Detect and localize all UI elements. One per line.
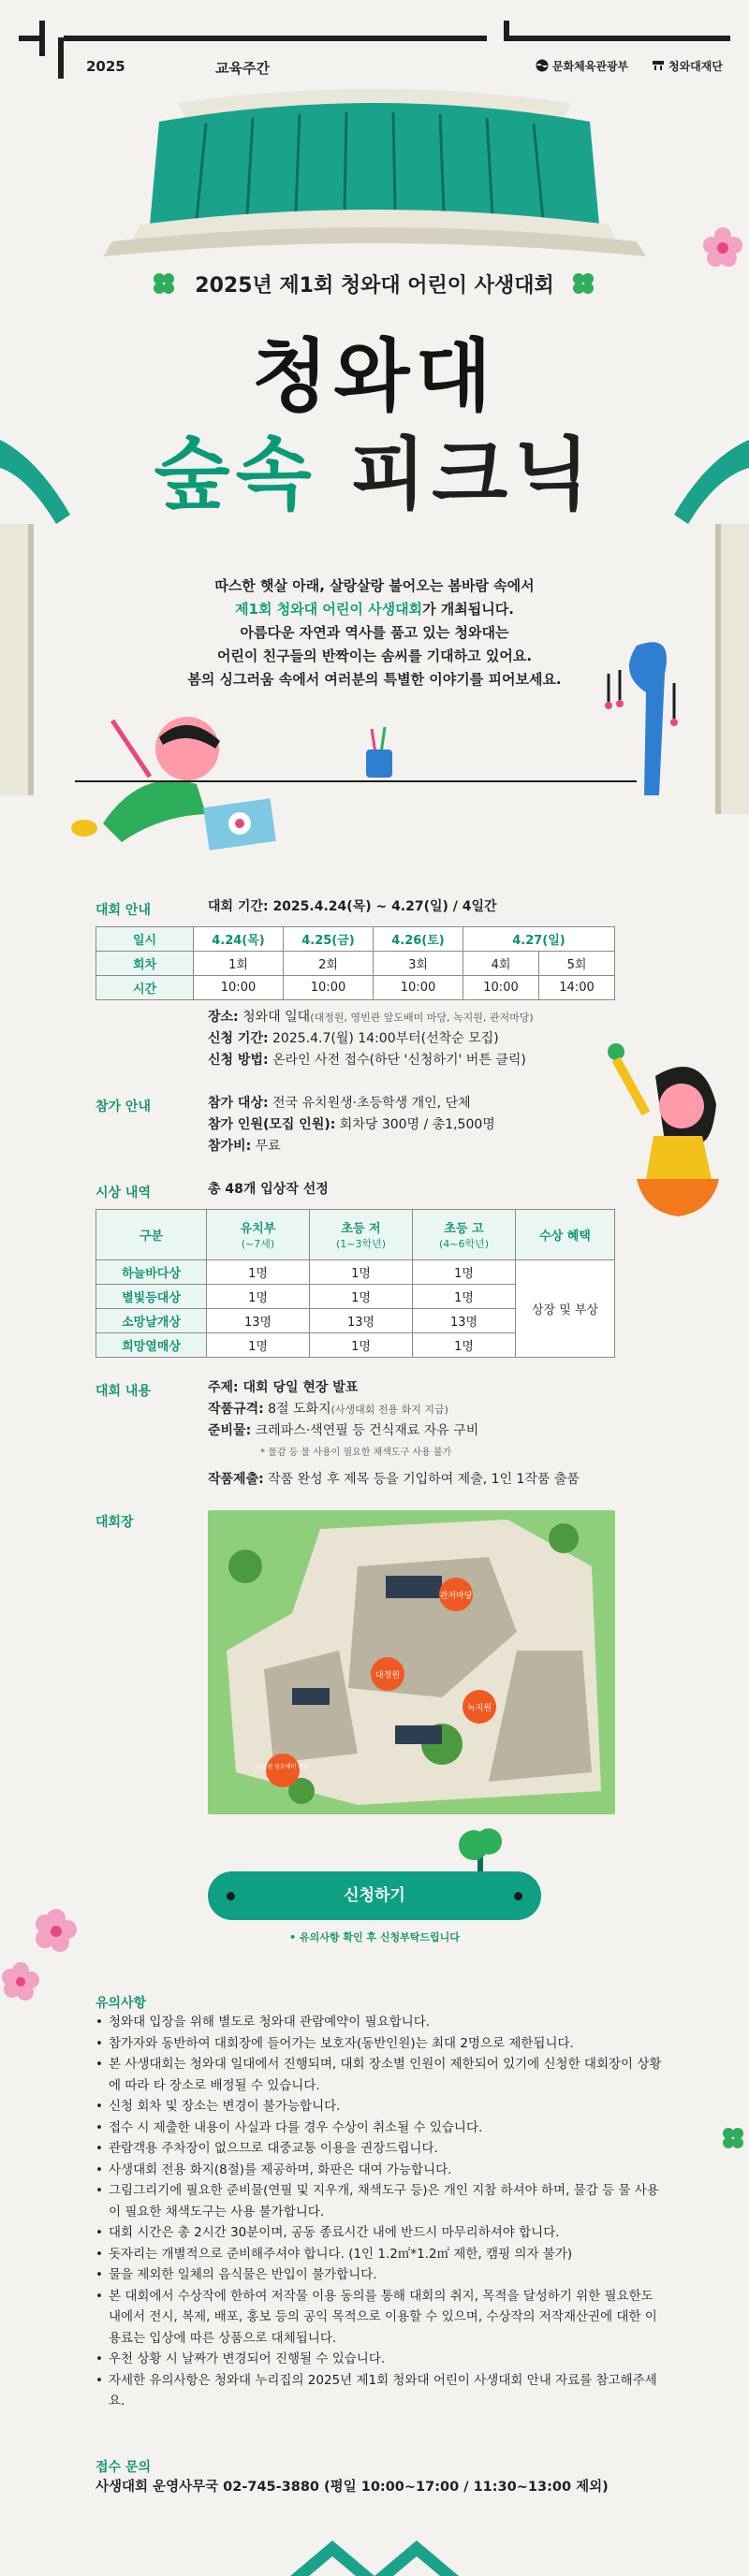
note-item: • 본 대회에서 수상작에 한하여 저작물 이용 동의를 통해 대회의 취지, 목적을 달성하기 위한 필요한도 내에서 전시, 복제, 배포, 홍보 등의 공익 목적으로 이용할 수 있으며, 수상작의 저작재산권에 대한 이용료는 입상에 따른 상품으로 대체됩니다. <box>95 2286 667 2350</box>
prep-line <box>208 1420 580 1442</box>
title-line-1: 청와대 <box>252 330 497 422</box>
award-count: 1명 <box>413 1333 516 1358</box>
schedule-time: 10:00 <box>463 976 539 1000</box>
section-label-awards: 시상 내역 <box>95 1186 151 1201</box>
schedule-time: 14:00 <box>539 976 615 1000</box>
awards-header-sub: (~7세) <box>241 1238 275 1250</box>
schedule-row-date <box>96 927 615 952</box>
contact-title: 접수 문의 <box>95 2460 151 2475</box>
submit-line <box>208 1469 580 1491</box>
foundation-name: 청와대재단 <box>668 60 723 73</box>
section-label-venue: 대회장 <box>95 1515 134 1530</box>
note-item: • 대회 시간은 총 2시간 30분이며, 공동 종료시간 내에 반드시 마무리하셔야 합니다. <box>95 2222 667 2244</box>
apply-period-line <box>208 1028 534 1050</box>
apply-method-line <box>208 1050 534 1071</box>
prep-label: 준비물: <box>208 1423 252 1438</box>
awards-table <box>95 1209 615 1358</box>
award-count: 13명 <box>413 1309 516 1333</box>
section-label-info: 대회 안내 <box>95 903 151 918</box>
schedule-date: 4.25(금) <box>284 927 374 952</box>
fee-value: 무료 <box>251 1139 281 1154</box>
title-black-part: 피크닉 <box>316 429 595 520</box>
award-count: 1명 <box>207 1260 310 1285</box>
note-item: • 신청 회차 및 장소는 변경이 불가능합니다. <box>95 2096 667 2118</box>
note-item: • 본 사생대회는 청와대 일대에서 진행되며, 대회 장소별 인원이 제한되어 있기에 신청한 대회장이 상황에 따라 타 장소로 배정될 수 있습니다. <box>95 2054 667 2096</box>
schedule-session: 1회 <box>194 952 284 976</box>
table-line <box>75 779 637 784</box>
prep-value: 크레파스·색연필 등 건식재료 자유 구비 <box>251 1423 479 1438</box>
map-marker-label: 관저마당 <box>439 1592 473 1601</box>
apply-button[interactable] <box>208 1871 541 1920</box>
schedule-table <box>95 926 615 1000</box>
award-name: 희망열매상 <box>96 1333 207 1358</box>
intro-line-rest: 가 개최됩니다. <box>422 601 514 618</box>
title-green-part: 숲속 <box>154 429 317 520</box>
schedule-date: 4.27(일) <box>463 927 615 952</box>
title-line-2 <box>0 412 749 525</box>
schedule-date: 4.24(목) <box>194 927 284 952</box>
header-year: 2025 <box>86 58 125 75</box>
note-item: • 사생대회 전용 화지(8절)를 제공하며, 화판은 대여 가능합니다. <box>95 2160 667 2181</box>
header-week: 교육주간 <box>215 60 270 77</box>
schedule-date: 4.26(토) <box>374 927 463 952</box>
map-marker-yeongbin <box>266 1754 300 1787</box>
theme-label: 주제: <box>208 1380 239 1395</box>
note-item: • 관람객용 주차장이 없으므로 대중교통 이용을 권장드립니다. <box>95 2138 667 2160</box>
award-name: 별빛등대상 <box>96 1285 207 1309</box>
bottom-roof-illustration <box>281 2526 468 2576</box>
intro-highlight: 제1회 청와대 어린이 사생대회 <box>235 601 423 618</box>
fee-label: 참가비: <box>208 1139 252 1154</box>
top-bar <box>0 0 749 84</box>
content-details <box>208 1377 580 1491</box>
ministry-emblem-icon <box>536 59 549 72</box>
brush-cup-icon <box>360 725 398 781</box>
schedule-session: 3회 <box>374 952 463 976</box>
awards-header: 구분 <box>96 1210 207 1260</box>
people-value: 회차당 300명 / 총1,500명 <box>335 1117 495 1132</box>
intro-line: 봄의 싱그러움 속에서 여러분의 특별한 이야기를 피어보세요. <box>187 671 562 688</box>
note-item: • 그림그리기에 필요한 준비물(연필 및 지우개, 채색도구 등)은 개인 지참 하셔야 하며, 물감 등 물 사용이 필요한 채색도구는 사용 불가합니다. <box>95 2180 667 2222</box>
award-count: 1명 <box>207 1285 310 1309</box>
spec-note: (사생대회 전용 화지 지급) <box>330 1404 448 1416</box>
award-count: 1명 <box>310 1260 413 1285</box>
apply-period-value: 2025.4.7(월) 14:00부터(선착순 모집) <box>268 1031 499 1046</box>
awards-header <box>207 1210 310 1260</box>
intro-line: 따스한 햇살 아래, 살랑살랑 불어오는 봄바람 속에서 <box>214 577 535 594</box>
people-label: 참가 인원(모집 인원): <box>208 1117 336 1132</box>
award-count: 13명 <box>310 1309 413 1333</box>
contact-text: 사생대회 운영사무국 02-745-3880 (평일 10:00~17:00 / 11:30~13:00 제외) <box>95 2480 609 2495</box>
intro-line: 아름다운 자연과 역사를 품고 있는 청와대는 <box>240 624 509 641</box>
awards-header-main: 유치부 <box>240 1222 276 1236</box>
award-count: 1명 <box>310 1333 413 1358</box>
clover-icon <box>719 2124 747 2152</box>
note-item: • 접수 시 제출한 내용이 사실과 다를 경우 수상이 취소될 수 있습니다. <box>95 2118 667 2139</box>
award-benefit: 상장 및 부상 <box>516 1260 615 1358</box>
map-marker-label: 대정원 <box>374 1671 401 1681</box>
awards-row <box>96 1260 615 1285</box>
schedule-row-header: 시간 <box>96 976 194 1000</box>
ministry-name: 문화체육관광부 <box>552 60 629 73</box>
schedule-row-time <box>96 976 615 1000</box>
awards-header-sub: (4~6학년) <box>438 1238 490 1250</box>
schedule-row-header: 회차 <box>96 952 194 976</box>
theme-line <box>208 1377 580 1399</box>
girl-illustration <box>599 1039 730 1226</box>
award-count: 13명 <box>207 1309 310 1333</box>
award-count: 1명 <box>310 1285 413 1309</box>
note-item: • 우천 상황 시 날짜가 변경되어 진행될 수 있습니다. <box>95 2349 667 2370</box>
top-bar-mark <box>39 21 45 56</box>
people-line <box>208 1114 495 1136</box>
note-item: • 청와대 입장을 위해 별도로 청와대 관람예약이 필요합니다. <box>95 2012 667 2033</box>
intro-line: 어린이 친구들의 반짝이는 솜씨를 기대하고 있어요. <box>216 648 533 664</box>
fee-line <box>208 1136 495 1157</box>
flower-icon <box>0 1899 84 2012</box>
apply-note: • 유의사항 확인 후 신청부탁드립니다 <box>289 1931 460 1943</box>
place-line <box>208 1007 534 1028</box>
target-label: 참가 대상: <box>208 1096 269 1111</box>
venue-map <box>208 1510 615 1814</box>
participation-details <box>208 1093 495 1157</box>
schedule-time: 10:00 <box>374 976 463 1000</box>
submit-label: 작품제출: <box>208 1472 264 1487</box>
awards-header <box>310 1210 413 1260</box>
apply-method-value: 온라인 사전 접수(하단 '신청하기' 버튼 클릭) <box>268 1053 526 1068</box>
target-value: 전국 유치원생·초등학생 개인, 단체 <box>268 1096 471 1111</box>
top-bar-rule <box>509 36 730 41</box>
target-line <box>208 1093 495 1114</box>
schedule-row-header: 일시 <box>96 927 194 952</box>
awards-header-row <box>96 1210 615 1260</box>
awards-total: 총 48개 입상작 선정 <box>208 1182 329 1197</box>
award-name: 하늘바다상 <box>96 1260 207 1285</box>
brush-stand-illustration <box>599 636 683 805</box>
prep-note: * 물감 등 물 사용이 필요한 채색도구 사용 불가 <box>260 1448 452 1458</box>
submit-value: 작품 완성 후 제목 등을 기입하여 제출, 1인 1작품 출품 <box>263 1472 580 1487</box>
foundation-logo <box>652 58 723 74</box>
top-bar-mark <box>58 37 64 79</box>
notes-list <box>95 2012 667 2412</box>
note-item: • 자세한 유의사항은 청와대 누리집의 2025년 제1회 청와대 어린이 사생대회 안내 자료를 참고해주세요. <box>95 2370 667 2412</box>
intro-line <box>0 598 749 621</box>
place-detail: (대정원, 영빈관 앞도배미 마당, 녹지원, 관저마당) <box>310 1011 534 1024</box>
note-item: • 물을 제외한 일체의 음식물은 반입이 불가합니다. <box>95 2264 667 2286</box>
award-count: 1명 <box>207 1333 310 1358</box>
apply-button-label: 신청하기 <box>344 1886 405 1904</box>
award-name: 소망날개상 <box>96 1309 207 1333</box>
note-item: • 참가자와 동반하여 대회장에 들어가는 보호자(동반인원)는 최대 2명으로 제한됩니다. <box>95 2033 667 2055</box>
apply-button-dot <box>227 1892 235 1900</box>
apply-button-dot <box>514 1892 522 1900</box>
awards-header: 수상 혜택 <box>516 1210 615 1260</box>
theme-value: 대회 당일 현장 발표 <box>238 1380 359 1395</box>
spec-value: 8절 도화지 <box>263 1402 331 1417</box>
spec-line <box>208 1399 580 1420</box>
info-details <box>208 1007 534 1071</box>
event-subtitle: 2025년 제1회 청와대 어린이 사생대회 <box>195 274 554 298</box>
awards-header-sub: (1~3학년) <box>335 1238 387 1250</box>
schedule-session: 5회 <box>539 952 615 976</box>
apply-period-label: 신청 기간: <box>208 1031 269 1046</box>
place-label: 장소: <box>208 1010 239 1025</box>
awards-header <box>413 1210 516 1260</box>
foundation-emblem-icon <box>652 59 665 72</box>
schedule-row-session <box>96 952 615 976</box>
schedule-time: 10:00 <box>194 976 284 1000</box>
notes-title: 유의사항 <box>95 1996 147 2011</box>
section-label-participation: 참가 안내 <box>95 1099 151 1114</box>
award-count: 1명 <box>413 1285 516 1309</box>
map-marker-label: 영빈관 앞도배미 마당 <box>257 1764 309 1770</box>
note-item: • 돗자리는 개별적으로 준비해주셔야 합니다. (1인 1.2㎡*1.2㎡ 제한, 캠핑 의자 불가) <box>95 2244 667 2265</box>
award-count: 1명 <box>413 1260 516 1285</box>
spec-label: 작품규격: <box>208 1402 264 1417</box>
schedule-session: 2회 <box>284 952 374 976</box>
apply-method-label: 신청 방법: <box>208 1053 269 1068</box>
flower-icon <box>700 225 745 269</box>
ministry-logo <box>536 58 628 74</box>
place-value: 청와대 일대 <box>238 1010 311 1025</box>
roof-illustration <box>0 84 749 262</box>
top-bar-rule <box>64 36 487 41</box>
schedule-time: 10:00 <box>284 976 374 1000</box>
map-marker-label: 녹지원 <box>466 1704 492 1713</box>
schedule-session: 4회 <box>463 952 539 976</box>
event-period: 대회 기간: 2025.4.24(목) ~ 4.27(일) / 4일간 <box>208 899 497 914</box>
awards-header-main: 초등 고 <box>444 1222 484 1236</box>
awards-header-main: 초등 저 <box>341 1222 381 1236</box>
top-bar-rule <box>19 36 39 41</box>
section-label-content: 대회 내용 <box>95 1384 151 1399</box>
